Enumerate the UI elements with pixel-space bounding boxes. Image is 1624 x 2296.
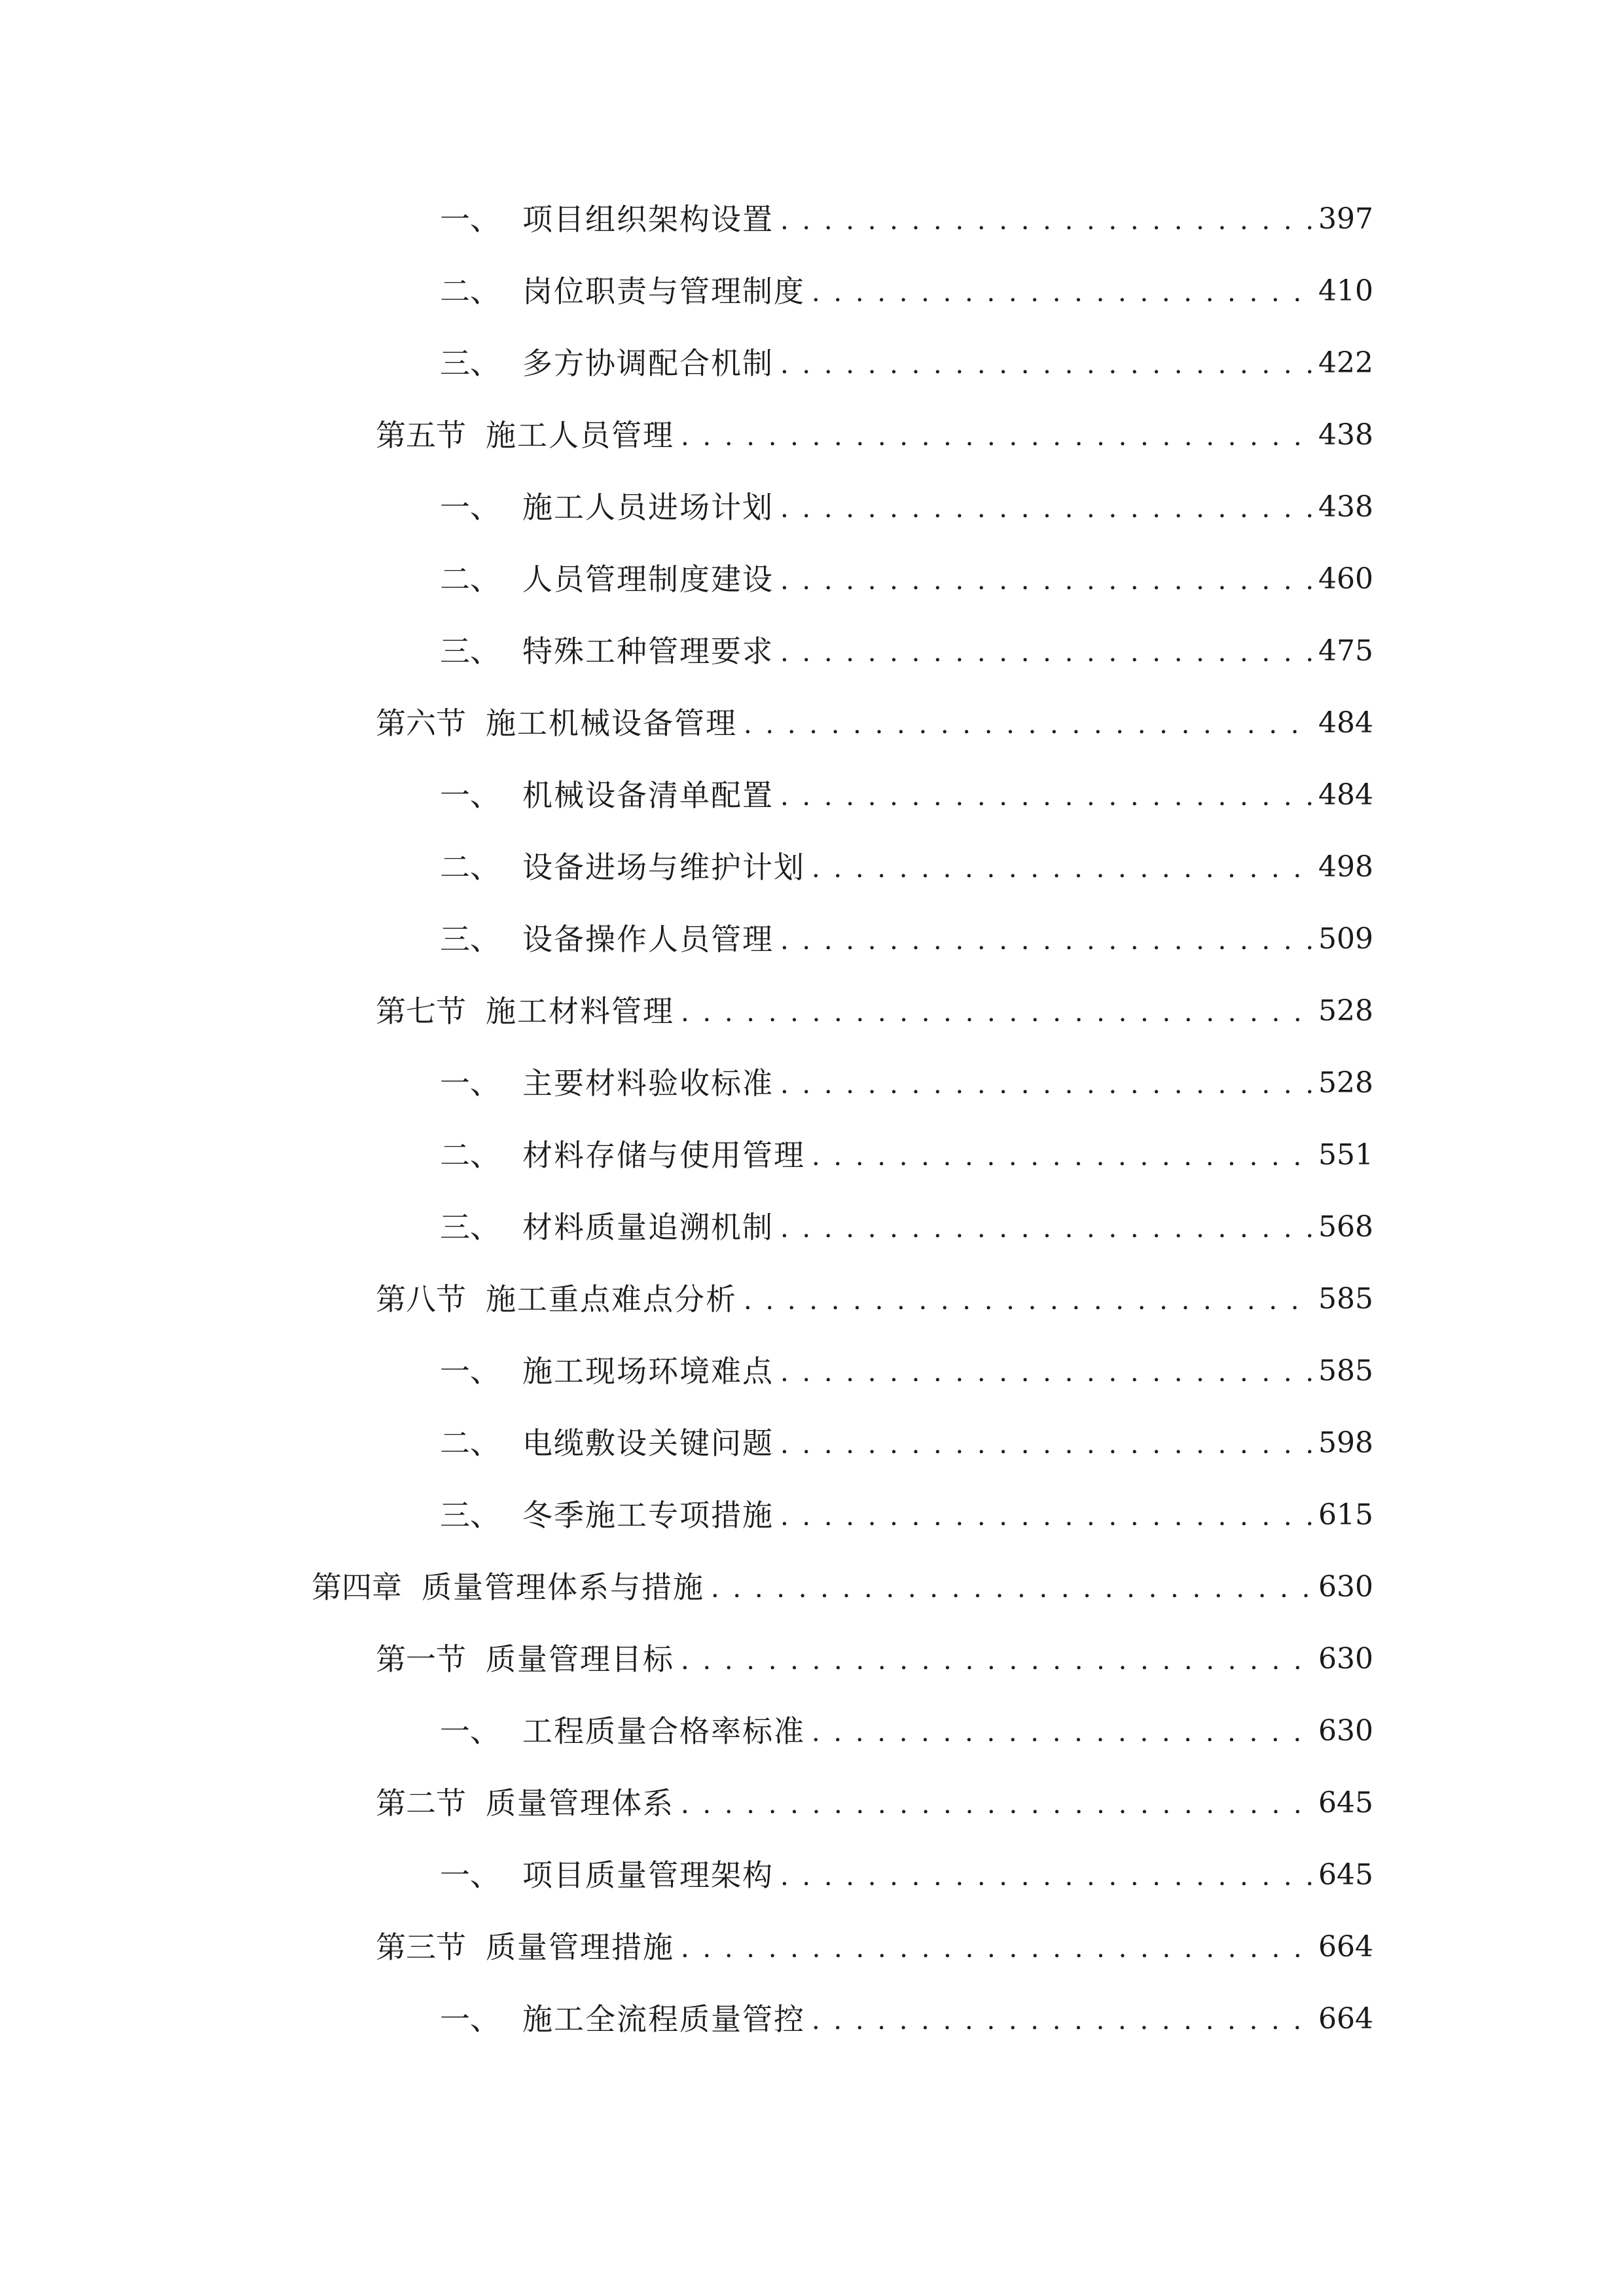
toc-entry[interactable]	[376, 1921, 1372, 1973]
toc-entry[interactable]	[376, 1777, 1372, 1829]
toc-entry[interactable]	[376, 985, 1372, 1037]
toc-entry-title: 设备进场与维护计划	[522, 850, 805, 885]
toc-dot-leader	[681, 409, 1312, 461]
toc-dot-leader	[780, 625, 1312, 677]
toc-entry-number: 一、	[440, 1066, 500, 1101]
toc-dot-leader	[681, 985, 1312, 1037]
toc-entry-page: 630	[1318, 1570, 1373, 1604]
toc-dot-leader	[744, 1273, 1312, 1325]
toc-entry[interactable]	[440, 1993, 1372, 2045]
toc-entry[interactable]	[376, 1633, 1372, 1685]
toc-entry-title: 施工人员进场计划	[522, 490, 774, 525]
toc-entry-number: 三、	[440, 922, 500, 957]
toc-entry-number: 二、	[440, 850, 500, 885]
toc-entry-number: 第五节	[376, 418, 466, 453]
toc-entry-page: 484	[1318, 778, 1373, 812]
toc-entry-number: 第二节	[376, 1785, 466, 1821]
toc-entry-title: 施工材料管理	[486, 994, 674, 1029]
toc-entry-title: 岗位职责与管理制度	[522, 274, 805, 309]
toc-entry-page: 645	[1318, 1858, 1373, 1892]
toc-entry-number: 第六节	[376, 706, 466, 741]
toc-entry-page: 498	[1318, 850, 1373, 884]
toc-dot-leader	[780, 1057, 1312, 1109]
toc-entry-title: 特殊工种管理要求	[522, 634, 774, 669]
toc-entry-number: 三、	[440, 1498, 500, 1533]
toc-entry-number: 二、	[440, 274, 500, 309]
toc-entry[interactable]	[440, 265, 1372, 317]
toc-entry[interactable]	[440, 1705, 1372, 1757]
toc-entry-number: 第八节	[376, 1282, 466, 1317]
toc-entry[interactable]	[440, 553, 1372, 605]
toc-entry-title: 机械设备清单配置	[522, 778, 774, 813]
toc-entry-title: 冬季施工专项措施	[522, 1498, 774, 1533]
toc-entry-page: 598	[1318, 1426, 1373, 1460]
toc-entry-title: 主要材料验收标准	[522, 1066, 774, 1101]
toc-entry[interactable]	[440, 337, 1372, 389]
toc-entry[interactable]	[440, 1345, 1372, 1397]
toc-entry-title: 施工重点难点分析	[486, 1282, 737, 1317]
toc-entry-number: 三、	[440, 1210, 500, 1245]
toc-entry-page: 615	[1318, 1498, 1373, 1532]
toc-entry[interactable]	[440, 1849, 1372, 1901]
toc-dot-leader	[780, 337, 1312, 389]
toc-entry-number: 一、	[440, 1857, 500, 1893]
toc-dot-leader	[812, 265, 1312, 317]
toc-dot-leader	[780, 1345, 1312, 1397]
toc-entry-page: 438	[1318, 418, 1373, 452]
toc-entry-number: 二、	[440, 1138, 500, 1173]
toc-entry-title: 材料存储与使用管理	[522, 1138, 805, 1173]
toc-entry-page: 664	[1318, 1930, 1373, 1964]
toc-entry[interactable]	[440, 913, 1372, 965]
toc-dot-leader	[780, 913, 1312, 965]
toc-entry-title: 电缆敷设关键问题	[522, 1426, 774, 1461]
toc-entry-number: 三、	[440, 634, 500, 669]
toc-entry-number: 第七节	[376, 994, 466, 1029]
toc-dot-leader	[812, 841, 1312, 893]
toc-dot-leader	[780, 769, 1312, 821]
toc-entry-number: 一、	[440, 1713, 500, 1749]
toc-entry-number: 一、	[440, 490, 500, 525]
toc-entry-page: 460	[1318, 562, 1373, 596]
toc-entry-number: 一、	[440, 778, 500, 813]
toc-entry-number: 三、	[440, 346, 500, 381]
toc-dot-leader	[681, 1633, 1312, 1685]
toc-entry[interactable]	[440, 1129, 1372, 1181]
toc-entry[interactable]	[440, 481, 1372, 533]
toc-entry-title: 项目组织架构设置	[522, 202, 774, 237]
toc-entry-page: 438	[1318, 490, 1373, 524]
toc-entry-number: 第三节	[376, 1929, 466, 1965]
toc-entry-page: 410	[1318, 274, 1373, 308]
toc-entry-title: 施工人员管理	[486, 418, 674, 453]
toc-entry[interactable]	[312, 1561, 1372, 1613]
toc-entry-page: 528	[1318, 1066, 1373, 1100]
toc-entry-number: 第一节	[376, 1641, 466, 1677]
toc-dot-leader	[780, 1849, 1312, 1901]
toc-entry[interactable]	[376, 1273, 1372, 1325]
toc-entry-page: 475	[1318, 634, 1373, 668]
toc-entry-page: 645	[1318, 1786, 1373, 1820]
toc-entry-title: 施工全流程质量管控	[522, 2001, 805, 2037]
toc-entry-page: 528	[1318, 994, 1373, 1028]
toc-entry[interactable]	[440, 625, 1372, 677]
toc-entry-page: 664	[1318, 2002, 1373, 2036]
toc-entry[interactable]	[440, 769, 1372, 821]
toc-entry-title: 质量管理目标	[486, 1641, 674, 1677]
toc-dot-leader	[780, 1489, 1312, 1541]
toc-entry-page: 422	[1318, 346, 1373, 380]
toc-dot-leader	[780, 553, 1312, 605]
toc-entry-number: 第四章	[312, 1570, 402, 1605]
toc-entry[interactable]	[440, 1201, 1372, 1253]
toc-entry-page: 630	[1318, 1642, 1373, 1676]
toc-dot-leader	[780, 481, 1312, 533]
toc-entry-title: 材料质量追溯机制	[522, 1210, 774, 1245]
toc-entry-number: 二、	[440, 562, 500, 597]
toc-entry-page: 509	[1318, 922, 1373, 956]
toc-dot-leader	[812, 1705, 1312, 1757]
toc-entry-page: 585	[1318, 1354, 1373, 1388]
toc-entry-title: 人员管理制度建设	[522, 562, 774, 597]
toc-entry-number: 一、	[440, 202, 500, 237]
toc-entry-title: 施工现场环境难点	[522, 1354, 774, 1389]
toc-entry[interactable]	[440, 1417, 1372, 1469]
toc-entry-page: 397	[1318, 202, 1373, 236]
toc-entry[interactable]	[440, 1489, 1372, 1541]
toc-entry-number: 二、	[440, 1426, 500, 1461]
toc-dot-leader	[780, 1201, 1312, 1253]
toc-entry-page: 484	[1318, 706, 1373, 740]
toc-entry-number: 一、	[440, 2001, 500, 2037]
toc-dot-leader	[744, 697, 1312, 749]
toc-entry-title: 质量管理体系与措施	[422, 1570, 704, 1605]
toc-entry-title: 质量管理措施	[486, 1929, 674, 1965]
toc-entry-title: 质量管理体系	[486, 1785, 674, 1821]
toc-entry[interactable]	[376, 409, 1372, 461]
toc-entry[interactable]	[440, 1057, 1372, 1109]
toc-dot-leader	[711, 1561, 1312, 1613]
toc-entry[interactable]	[440, 841, 1372, 893]
toc-entry-title: 施工机械设备管理	[486, 706, 737, 741]
toc-entry-page: 585	[1318, 1282, 1373, 1316]
toc-entry-title: 项目质量管理架构	[522, 1857, 774, 1893]
toc-entry[interactable]	[376, 697, 1372, 749]
toc-dot-leader	[780, 193, 1312, 245]
toc-entry-title: 设备操作人员管理	[522, 922, 774, 957]
toc-entry-page: 630	[1318, 1714, 1373, 1748]
toc-entry-page: 568	[1318, 1210, 1373, 1244]
toc-entry-title: 多方协调配合机制	[522, 346, 774, 381]
toc-dot-leader	[681, 1777, 1312, 1829]
toc-dot-leader	[780, 1417, 1312, 1469]
toc-entry-number: 一、	[440, 1354, 500, 1389]
toc-entry-title: 工程质量合格率标准	[522, 1713, 805, 1749]
toc-dot-leader	[812, 1993, 1312, 2045]
toc-entry[interactable]	[440, 193, 1372, 245]
toc-dot-leader	[812, 1129, 1312, 1181]
toc-dot-leader	[681, 1921, 1312, 1973]
toc-entry-page: 551	[1318, 1138, 1373, 1172]
